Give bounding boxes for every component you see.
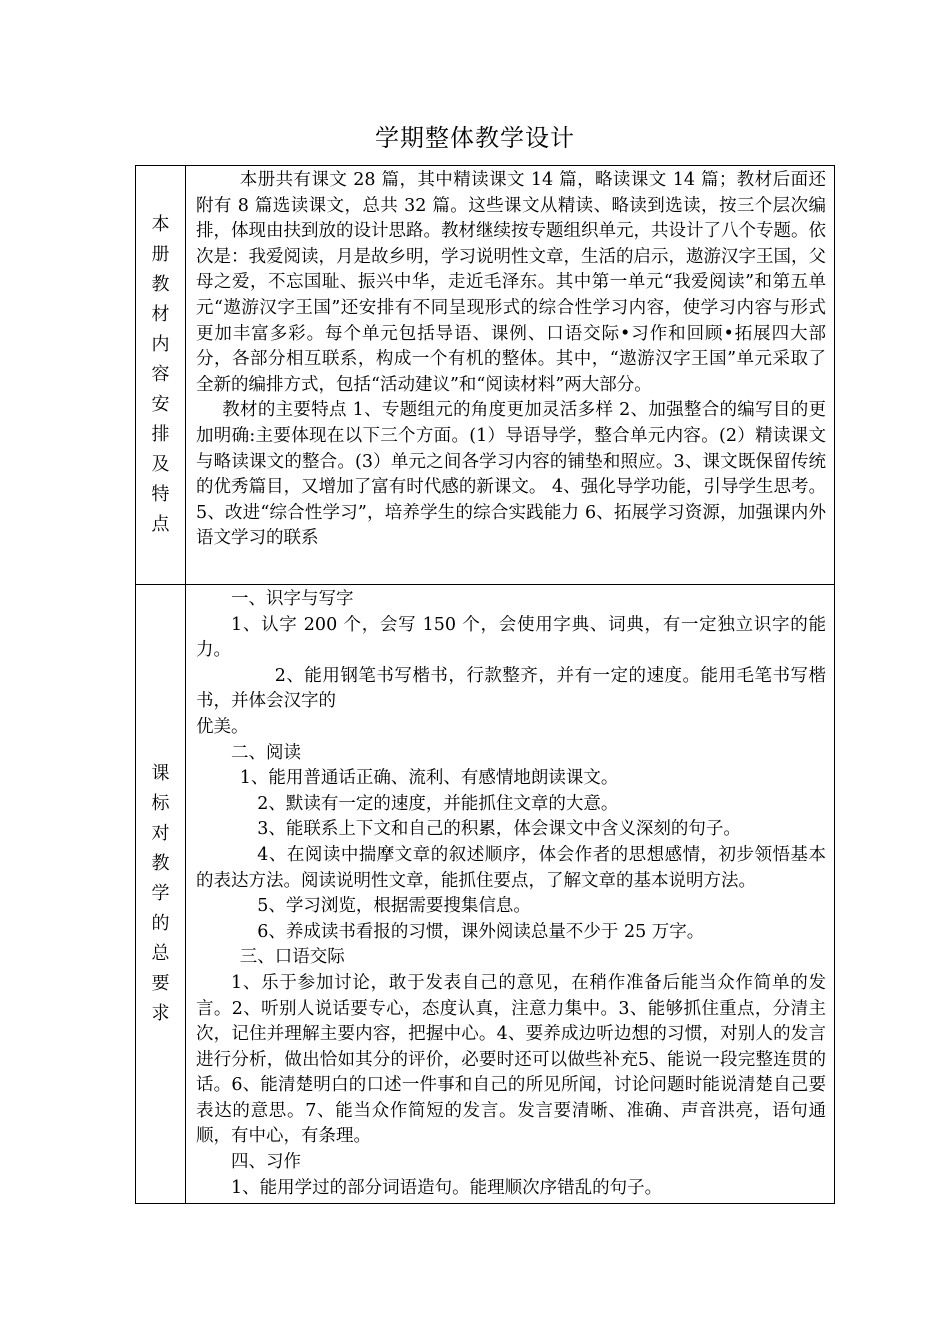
label-char: 教 [151, 274, 170, 295]
label-char: 标 [151, 793, 170, 814]
paragraph: 4、在阅读中揣摩文章的叙述顺序，体会作者的思想感情，初步领悟基本的表达方法。阅读说明性文章，能抓住要点，了解文章的基本说明方法。 [196, 844, 826, 891]
section-heading: 四、习作 [231, 1152, 301, 1173]
paragraph: 本册共有课文 28 篇，其中精读课文 14 篇，略读课文 14 篇；教材后面还附有 8 篇选读课文，总共 32 篇。这些课文从精读、略读到选读，按三个层次编排，体现由扶到放的设计思路。教材继续按专题组织单元，共设计了八个专题。依次是：我爱阅读，月是故乡明，学习说明性文章，生活的启示，遨游汉字王国，父母之爱，不忘国耻、振兴中华，走近毛泽东。其中第一单元“我爱阅读”和第五单元“遨游汉字王国”还安排有不同呈现形式的综合性学习内容，使学习内容与形式更加丰富多彩。每个单元包括导语、课例、口语交际•习作和回顾•拓展四大部分，各部分相互联系，构成一个有机的整体。其中，“遨游汉字王国”单元采取了全新的编排方式，包括“活动建议”和“阅读材料”两大部分。 [196, 170, 826, 395]
label-char: 排 [151, 424, 170, 445]
label-char: 学 [151, 883, 170, 904]
paragraph: 2、默读有一定的速度，并能抓住文章的大意。 [257, 793, 619, 814]
paragraph: 5、学习浏览，根据需要搜集信息。 [257, 896, 531, 917]
row-label-cell [136, 585, 186, 1204]
paragraph: 教材的主要特点 1、专题组元的角度更加灵活多样 2、加强整合的编写目的更加明确:主要体现在以下三个方面。(1）导语导学，整合单元内容。(2）精读课文与略读课文的整合。(3）单元之间各学习内容的铺垫和照应。3、课文既保留传统的优秀篇目，又增加了富有时代感的新课文。 4、强化导学功能，引导学生思考。5、改进“综合性学习”，培养学生的综合实践能力 6、拓展学习资源，加强课内外语文学习的联系 [196, 400, 826, 549]
label-char: 内 [151, 334, 170, 355]
label-char: 对 [151, 823, 170, 844]
paragraph: 1、认字 200 个，会写 150 个，会使用字典、词典，有一定独立识字的能力。 [196, 614, 826, 661]
content-cell [186, 166, 835, 585]
label-char: 求 [151, 1003, 170, 1024]
label-char: 容 [151, 364, 170, 385]
table-row [136, 585, 835, 1204]
label-char: 要 [151, 973, 170, 994]
row-label-cell [136, 166, 186, 585]
paragraph: 3、能联系上下文和自己的积累，体会课文中含义深刻的句子。 [257, 819, 741, 840]
label-char: 及 [151, 454, 170, 475]
label-char: 册 [151, 244, 170, 265]
paragraph: 1、能用普通话正确、流利、有感情地朗读课文。 [239, 768, 619, 789]
label-char: 材 [151, 304, 170, 325]
label-char: 安 [151, 394, 170, 415]
section-heading: 一、识字与写字 [231, 589, 354, 609]
label-char: 总 [151, 943, 170, 964]
paragraph: 1、乐于参加讨论，敢于发表自己的意见，在稍作准备后能当众作简单的发言。2、听别人说话要专心，态度认真，注意力集中。3、能够抓住重点，分清主次，记住并理解主要内容，把握中心。4、要养成边听边想的习惯，对别人的发言进行分析，做出恰如其分的评价，必要时还可以做些补充5、能说一段完整连贯的话。6、能清楚明白的口述一件事和自己的所见所闻，讨论问题时能说清楚自己要表达的意思。7、能当众作简短的发言。发言要清晰、准确、声音洪亮，语句通顺，有中心，有条理。 [196, 972, 826, 1147]
paragraph: 优美。 [196, 716, 249, 737]
section-heading: 三、口语交际 [239, 947, 345, 968]
paragraph: 6、养成读书看报的习惯，课外阅读总量不少于 25 万字。 [257, 921, 705, 942]
label-char: 本 [151, 214, 170, 235]
row-label-standards [136, 585, 185, 1203]
label-char: 特 [151, 484, 170, 505]
label-char: 的 [151, 913, 170, 934]
paragraph: 2、能用钢笔书写楷书，行款整齐，并有一定的速度。能用毛笔书写楷书，并体会汉字的 [196, 665, 826, 712]
design-table [135, 165, 835, 1204]
page-title: 学期整体教学设计 [375, 124, 575, 152]
textbook-content [186, 166, 834, 552]
label-char: 课 [151, 763, 170, 784]
row-label-textbook [136, 166, 185, 584]
label-char: 点 [151, 514, 170, 535]
label-char: 教 [151, 853, 170, 874]
standards-content [186, 585, 834, 1201]
paragraph: 1、能用学过的部分词语造句。能理顺次序错乱的句子。 [231, 1177, 663, 1198]
table-row [136, 166, 835, 585]
content-cell [186, 585, 835, 1204]
section-heading: 二、阅读 [231, 742, 301, 763]
